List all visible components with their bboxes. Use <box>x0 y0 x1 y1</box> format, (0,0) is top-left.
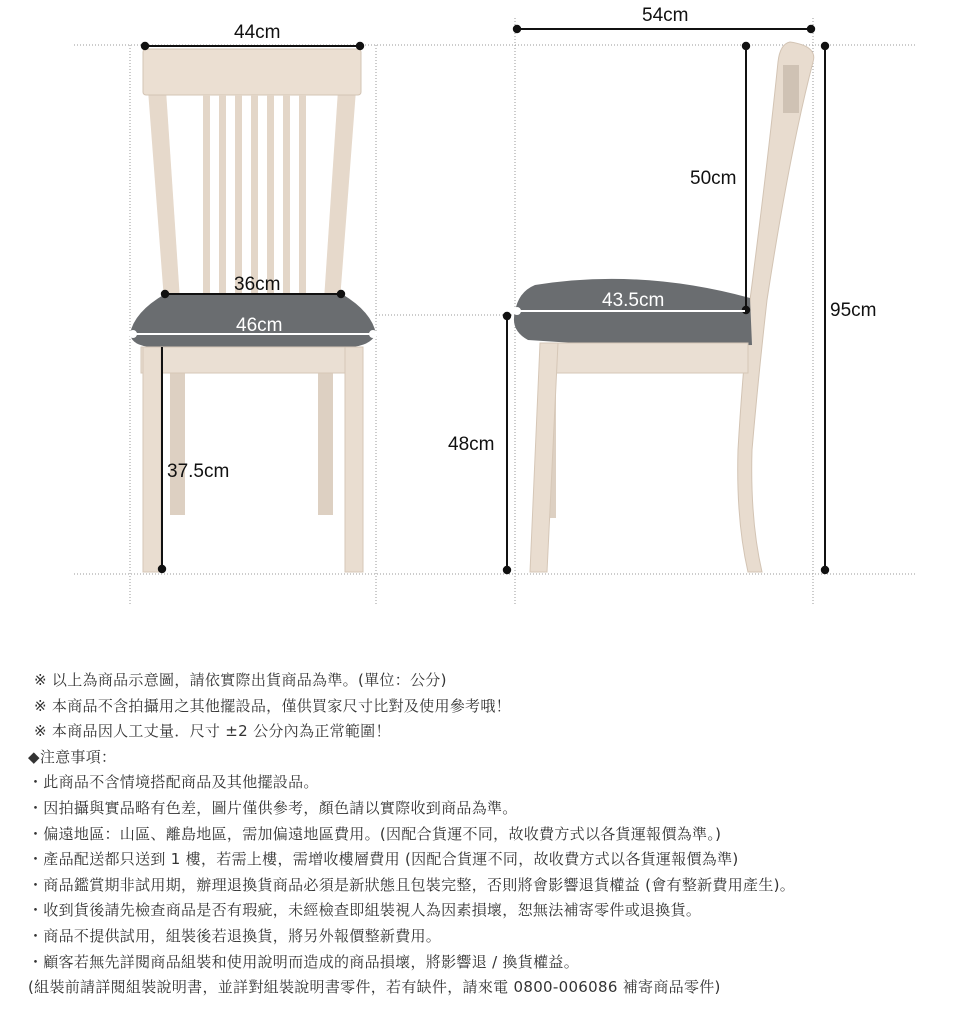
front-back-leg-right <box>318 370 333 515</box>
note-item-1: ・此商品不含情境搭配商品及其他擺設品。 <box>28 773 319 792</box>
front-back-leg-left <box>170 370 185 515</box>
note-assembly-contact: (組裝前請詳閱組裝說明書，並詳對組裝說明書零件，若有缺件，請來電 0800-006086 補寄商品零件) <box>28 978 721 997</box>
notes-heading: ◆注意事項： <box>28 747 117 766</box>
dim-label-total-height: 95cm <box>830 300 877 321</box>
note-item-3: ・偏遠地區：山區、離島地區，需加偏遠地區費用。(因配合貨運不同，故收費方式以各貨運報價為準。) <box>28 824 722 843</box>
notes-section <box>28 668 948 1001</box>
note-item-4: ・產品配送都只送到 1 樓，若需上樓，需增收樓層費用 (因配合貨運不同，故收費方式以各貨運報價為準) <box>28 850 739 869</box>
dim-label-side-depth-overall: 54cm <box>642 5 689 26</box>
side-seat-apron <box>540 343 748 373</box>
note-item-5: ・商品鑑賞期非試用期，辦理退換貨商品必須是新狀態且包裝完整，否則將會影響退貨權益 (會有整新費用產生)。 <box>28 875 796 894</box>
front-back-slats <box>203 95 306 295</box>
dim-label-seat-back-width: 36cm <box>234 274 281 295</box>
note-product-illustration: ※ 以上為商品示意圖，請依實際出貨商品為準。(單位：公分) <box>34 671 447 689</box>
note-item-7: ・商品不提供試用，組裝後若退換貨，將另外報價整新費用。 <box>28 926 442 945</box>
dim-label-backrest-height: 50cm <box>690 168 737 189</box>
note-props-excluded: ※ 本商品不含拍攝用之其他擺設品，僅供買家尺寸比對及使用參考哦！ <box>34 696 511 715</box>
side-seat-cushion <box>514 279 752 346</box>
front-back-post-right <box>324 90 356 300</box>
front-leg-left <box>143 347 161 572</box>
dim-label-front-top-width: 44cm <box>234 22 281 43</box>
side-backrest-panel <box>783 65 799 113</box>
front-top-rail <box>143 49 361 95</box>
dim-label-front-leg-height: 37.5cm <box>167 461 230 482</box>
dim-label-seat-front-width: 46cm <box>236 315 283 336</box>
front-leg-right <box>345 347 363 572</box>
front-back-post-left <box>148 90 180 300</box>
note-item-8: ・顧客若無先詳閱商品組裝和使用說明而造成的商品損壞，將影響退 / 換貨權益。 <box>28 952 579 971</box>
dim-label-seat-height: 48cm <box>448 434 495 455</box>
note-measurement-tolerance: ※ 本商品因人工丈量．尺寸 ±2 公分內為正常範圍！ <box>34 722 391 741</box>
dim-label-seat-depth: 43.5cm <box>602 290 665 311</box>
front-seat-apron <box>141 347 363 373</box>
note-item-2: ・因拍攝與實品略有色差，圖片僅供參考，顏色請以實際收到商品為準。 <box>28 798 518 817</box>
note-item-6: ・收到貨後請先檢查商品是否有瑕疵，未經檢查即組裝視人為因素損壞，恕無法補寄零件或退換貨。 <box>28 901 702 920</box>
front-view-chair <box>130 49 376 572</box>
